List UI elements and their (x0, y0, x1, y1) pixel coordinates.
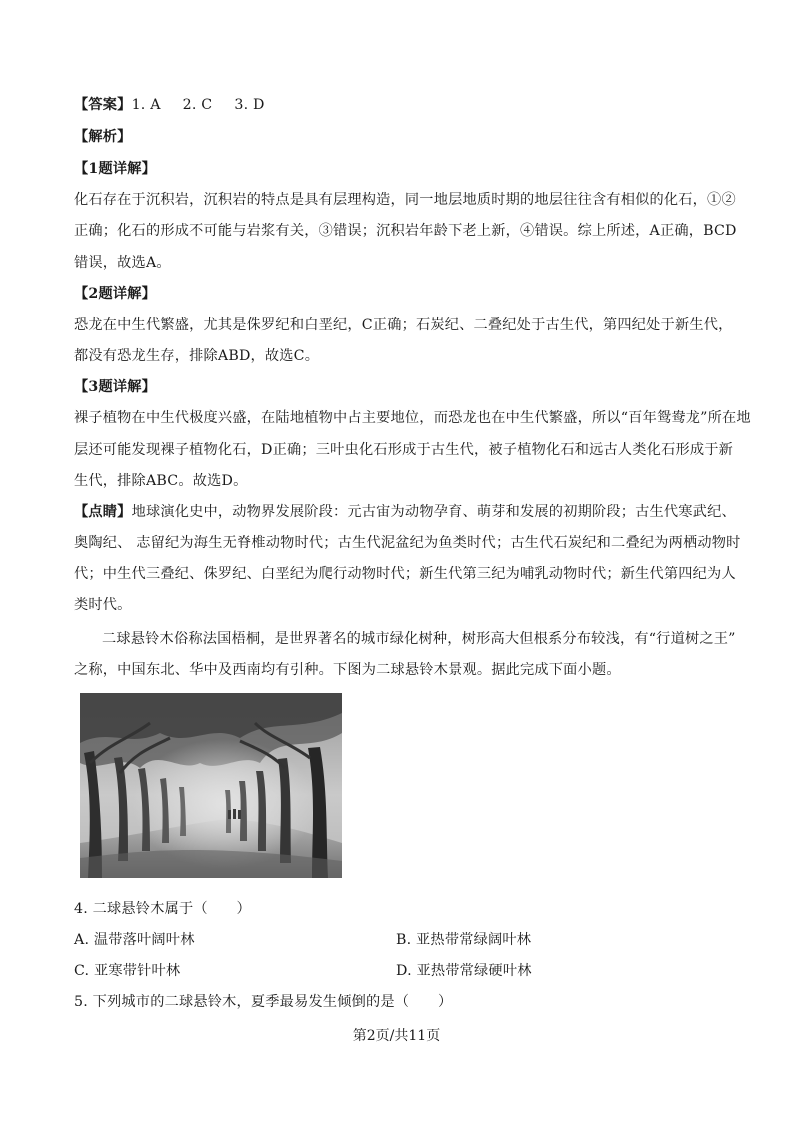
highlight-line-2: 奥陶纪、 志留纪为海生无脊椎动物时代；古生代泥盆纪为鱼类时代；古生代石炭纪和二叠纪为两栖动物时 (74, 535, 741, 551)
page-number-footer: 第2页/共11页 (352, 1028, 441, 1044)
highlight-line-4: 类时代。 (74, 597, 132, 613)
highlight-line-1 (74, 502, 736, 522)
q2-heading: 【2题详解】 (74, 286, 157, 302)
option-a[interactable]: A. 温带落叶阔叶林 (74, 932, 195, 948)
option-c[interactable]: C. 亚寒带针叶林 (74, 963, 181, 979)
answer-item-3: 3. D (234, 97, 265, 113)
highlight-text-1: 地球演化史中，动物界发展阶段：元古宙为动物孕育、萌芽和发展的初期阶段；古生代寒武纪、 (131, 504, 736, 520)
answer-label: 【答案】 (74, 97, 132, 113)
question-4-stem: 4. 二球悬铃木属于（ ） (74, 901, 251, 917)
q1-line-2: 正确；化石的形成不可能与岩浆有关，③错误；沉积岩年龄下老上新，④错误。综上所述，A正确，BCD (74, 223, 737, 239)
q3-line-1: 裸子植物在中生代极度兴盛，在陆地植物中占主要地位，而恐龙也在中生代繁盛，所以“百年鸳鸯龙”所在地 (74, 410, 751, 426)
q2-line-2: 都没有恐龙生存，排除ABD，故选C。 (74, 348, 320, 364)
answer-line (74, 95, 724, 115)
q3-line-3: 生代，排除ABC。故选D。 (74, 473, 248, 489)
q3-heading: 【3题详解】 (74, 379, 157, 395)
option-b[interactable]: B. 亚热带常绿阔叶林 (396, 932, 532, 948)
q3-line-2: 层还可能发现裸子植物化石，D正确；三叶虫化石形成于古生代，被子植物化石和远古人类化石形成于新 (74, 442, 734, 458)
q1-line-3: 错误，故选A。 (74, 255, 171, 271)
intro-line-1: 二球悬铃木俗称法国梧桐，是世界著名的城市绿化树种，树形高大但根系分布较浅，有“行道树之王” (102, 631, 736, 647)
option-d[interactable]: D. 亚热带常绿硬叶林 (396, 963, 532, 979)
q1-heading: 【1题详解】 (74, 161, 157, 177)
highlight-line-3: 代；中生代三叠纪、侏罗纪、白垩纪为爬行动物时代；新生代第三纪为哺乳动物时代；新生代第四纪为人 (74, 566, 736, 582)
intro-line-2: 之称，中国东北、华中及西南均有引种。下图为二球悬铃木景观。据此完成下面小题。 (74, 662, 621, 678)
question-5-stem: 5. 下列城市的二球悬铃木，夏季最易发生倾倒的是（ ） (74, 994, 453, 1010)
q2-line-1: 恐龙在中生代繁盛，尤其是侏罗纪和白垩纪，C正确；石炭纪、二叠纪处于古生代，第四纪处于新生代， (74, 317, 733, 333)
analysis-label: 【解析】 (74, 129, 132, 145)
highlight-label: 【点睛】 (74, 504, 132, 520)
answer-item-1: 1. A (131, 97, 161, 113)
q1-line-1: 化石存在于沉积岩，沉积岩的特点是具有层理构造，同一地层地质时期的地层往往含有相似的化石，①② (74, 192, 736, 208)
plane-tree-avenue-photo (80, 693, 342, 878)
answer-item-2: 2. C (182, 97, 213, 113)
